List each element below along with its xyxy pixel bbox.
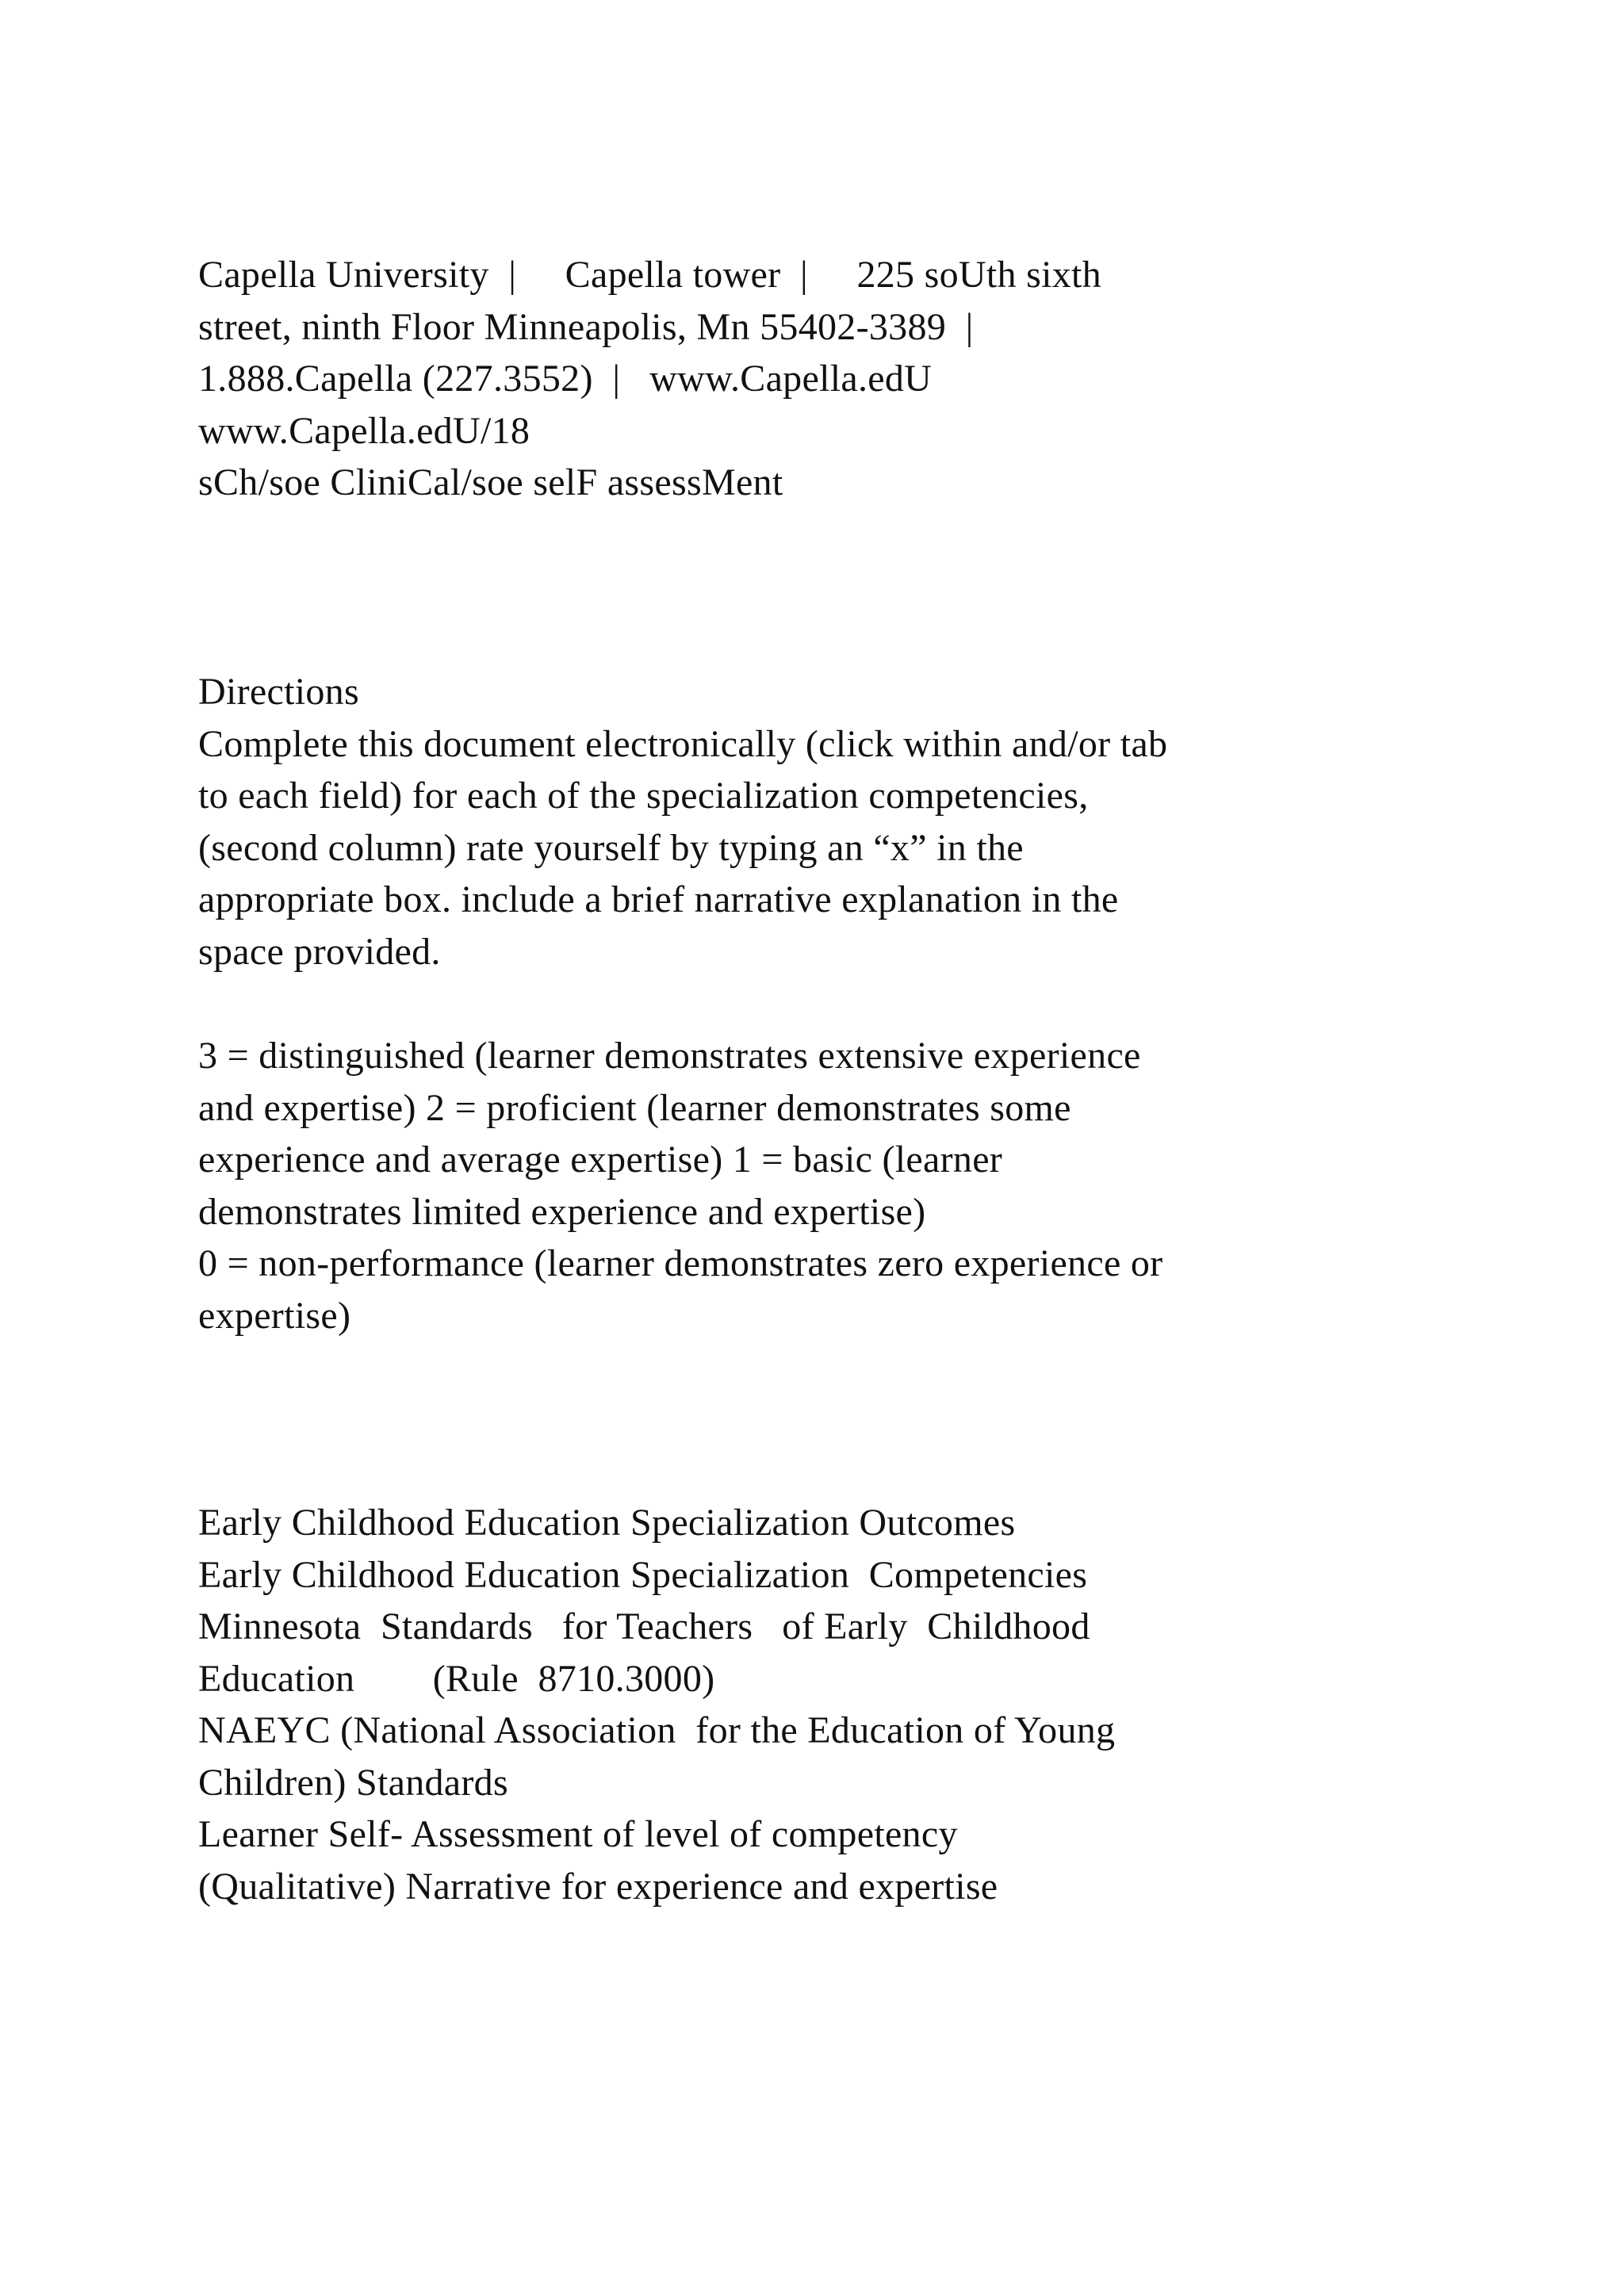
directions-line: (second column) rate yourself by typing an “x” in the [198, 826, 1024, 869]
rating-scale-line: experience and average expertise) 1 = basic (learner [198, 1138, 1003, 1181]
column-heading-line: Minnesota Standards for Teachers of Early Childhood [198, 1605, 1090, 1647]
rating-scale-line: demonstrates limited experience and expertise) [198, 1190, 926, 1233]
rating-scale-line: 3 = distinguished (learner demonstrates extensive experience [198, 1035, 1141, 1077]
directions-section [198, 666, 1435, 978]
rating-scale-line: expertise) [198, 1294, 351, 1337]
rating-scale-line: 0 = non-performance (learner demonstrates zero experience or [198, 1242, 1163, 1284]
document-title: sCh/soe CliniCal/soe selF assessMent [198, 461, 783, 503]
directions-heading: Directions [198, 671, 359, 713]
letterhead [198, 249, 1435, 509]
column-heading-line: Children) Standards [198, 1761, 508, 1804]
rating-scale-line: and expertise) 2 = proficient (learner demonstrates some [198, 1086, 1071, 1129]
directions-line: space provided. [198, 930, 441, 973]
column-heading-line: Education (Rule 8710.3000) [198, 1657, 715, 1700]
table-column-headings [198, 1497, 1435, 1912]
column-heading-line: (Qualitative) Narrative for experience and expertise [198, 1865, 998, 1908]
column-heading-line: NAEYC (National Association for the Education of Young [198, 1709, 1116, 1751]
letterhead-line: www.Capella.edU/18 [198, 409, 530, 452]
letterhead-line: Capella University | Capella tower | 225 soUth sixth [198, 254, 1101, 296]
directions-line: Complete this document electronically (click within and/or tab [198, 722, 1168, 765]
directions-line: appropriate box. include a brief narrative explanation in the [198, 878, 1119, 920]
directions-line: to each field) for each of the specialization competencies, [198, 775, 1089, 817]
letterhead-line: street, ninth Floor Minneapolis, Mn 55402-3389 | [198, 305, 974, 348]
column-heading-line: Early Childhood Education Specialization Competencies [198, 1553, 1088, 1596]
letterhead-line: 1.888.Capella (227.3552) | www.Capella.edU [198, 358, 933, 400]
column-heading-line: Early Childhood Education Specialization Outcomes [198, 1502, 1016, 1544]
column-heading-line: Learner Self- Assessment of level of competency [198, 1813, 958, 1855]
rating-scale [198, 1030, 1435, 1341]
